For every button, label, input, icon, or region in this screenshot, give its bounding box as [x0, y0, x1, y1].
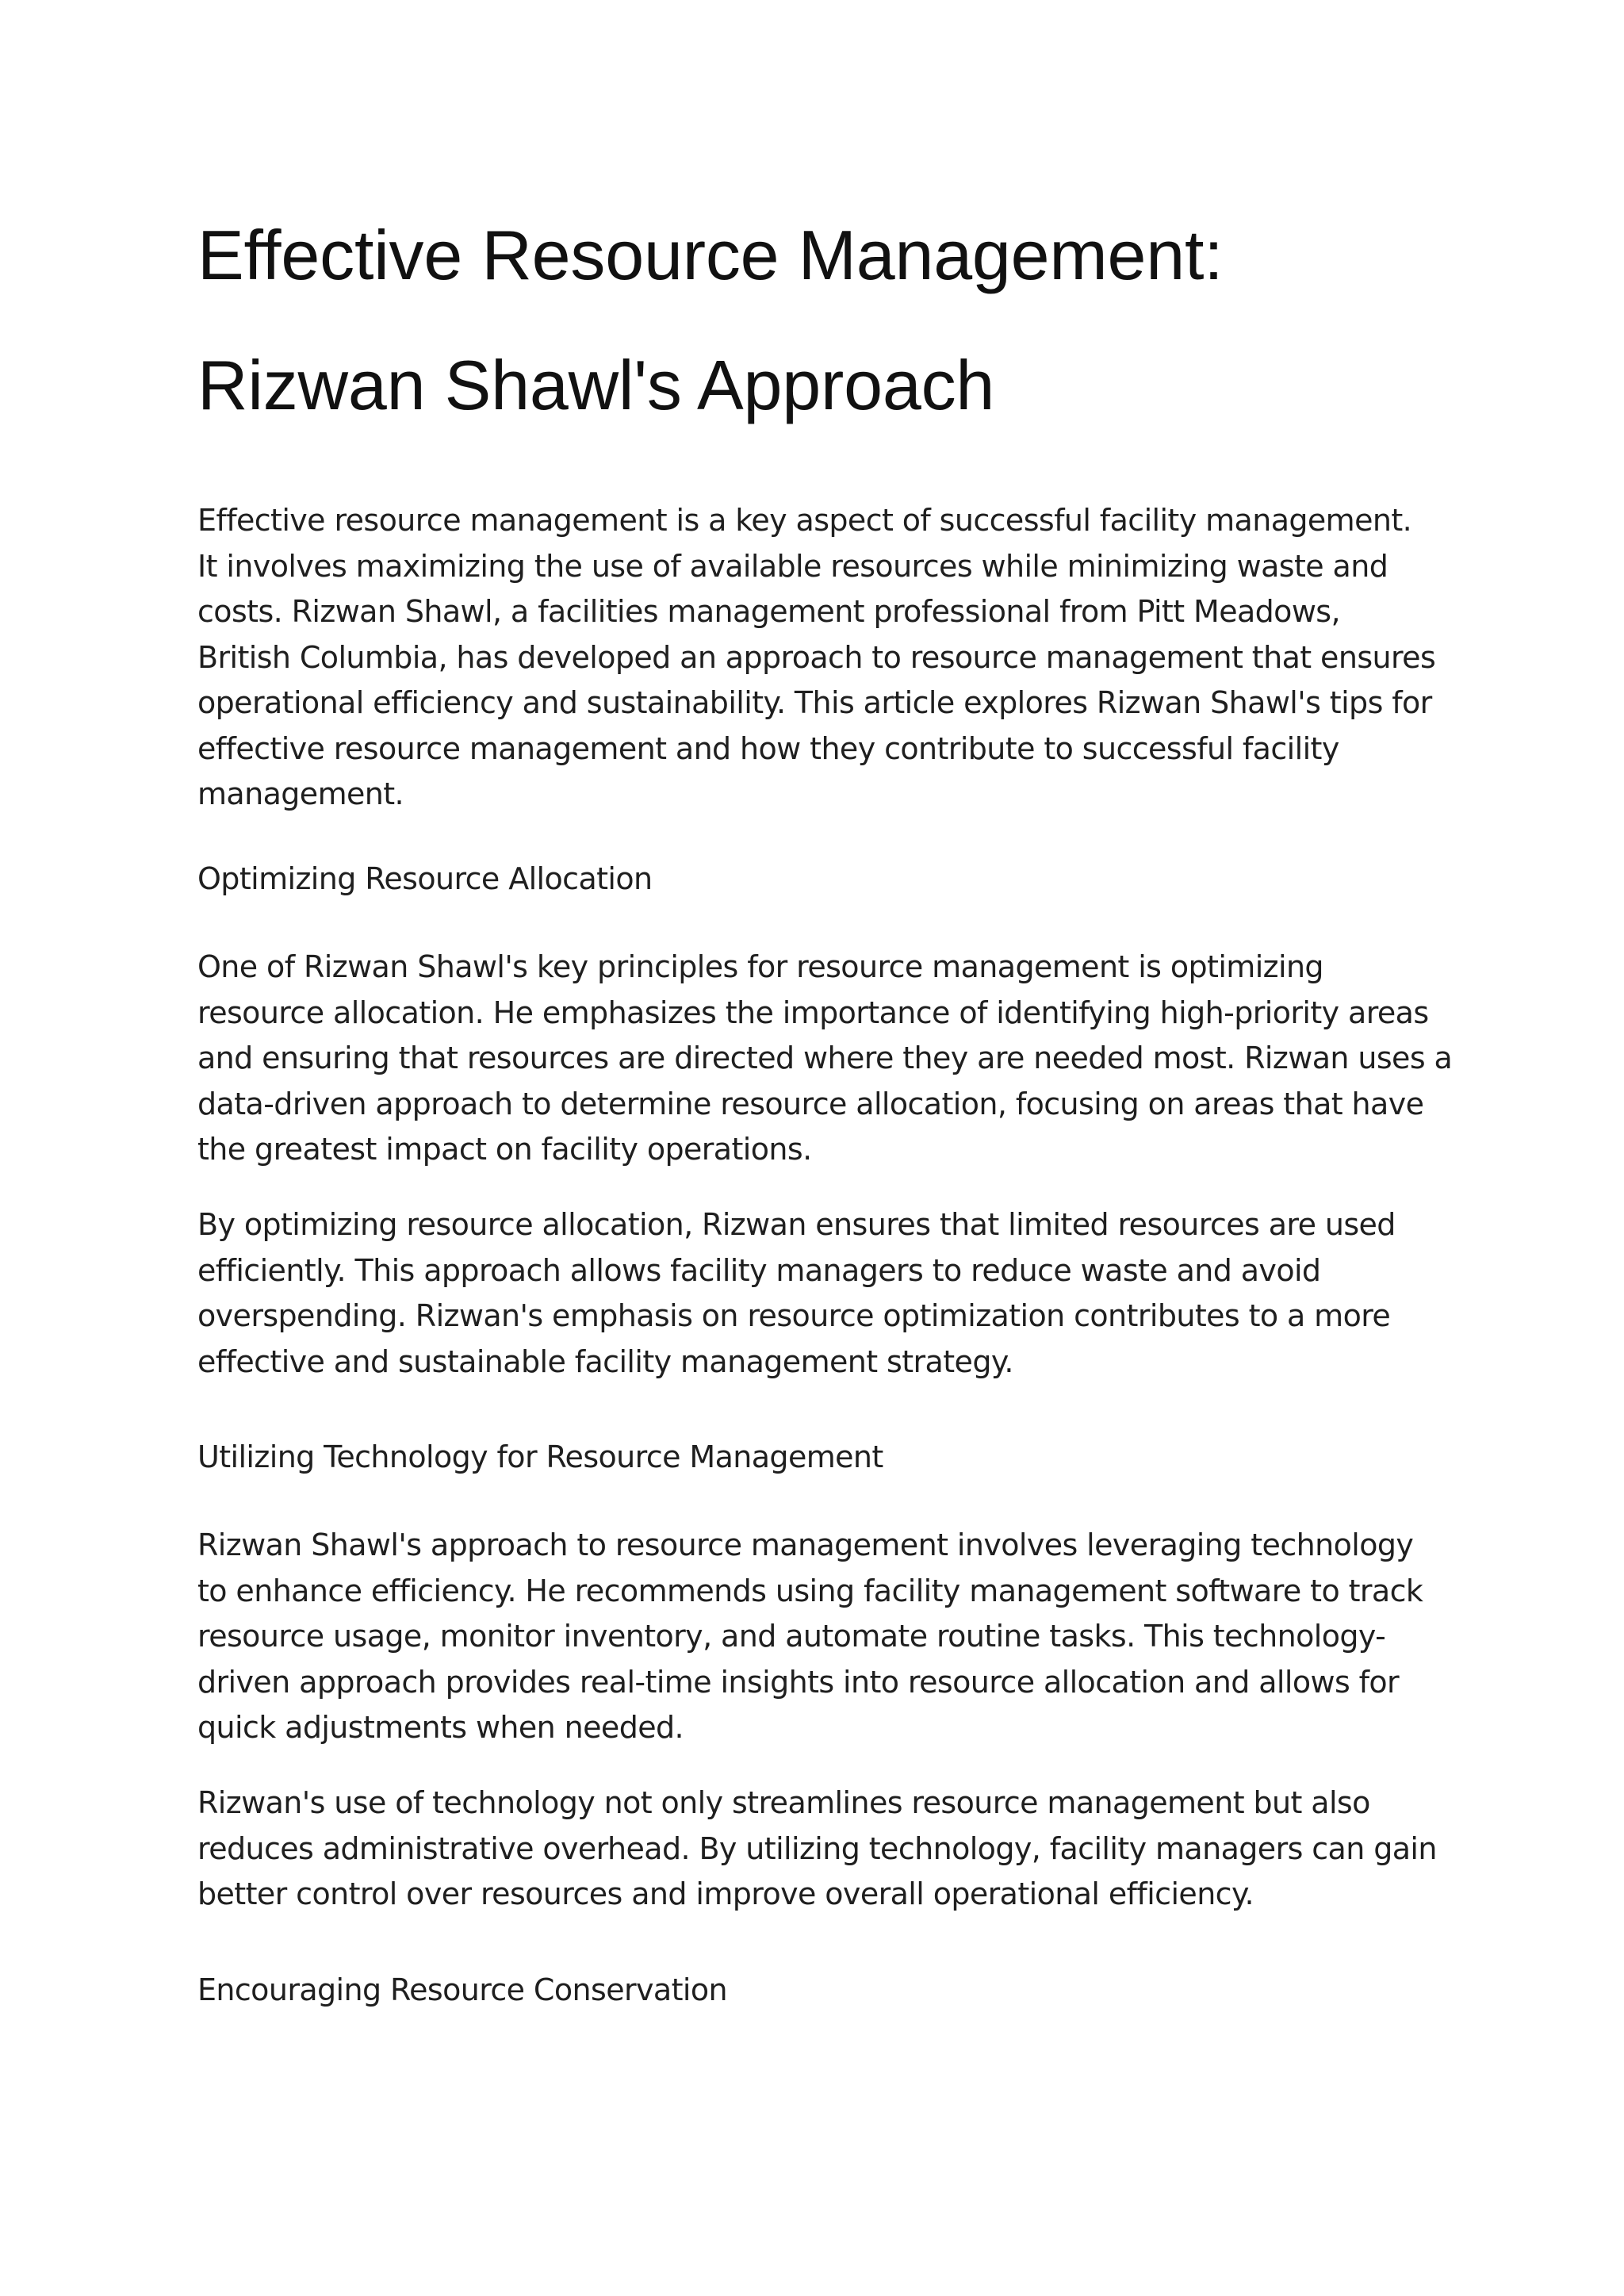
text-line: and ensuring that resources are directed where they are needed most. Rizwan uses a — [197, 1041, 1453, 1075]
title-line: Rizwan Shawl's Approach — [197, 346, 995, 424]
text-line: By optimizing resource allocation, Rizwan ensures that limited resources are used — [197, 1207, 1396, 1242]
text-line: overspending. Rizwan's emphasis on resource optimization contributes to a more — [197, 1298, 1391, 1333]
text-line: It involves maximizing the use of available resources while minimizing waste and — [197, 548, 1388, 584]
section-heading-technology — [197, 1435, 883, 1481]
text-line: effective and sustainable facility management strategy. — [197, 1343, 1013, 1379]
paragraph-resource-allocation-2 — [197, 1202, 1396, 1385]
intro-paragraph — [197, 498, 1435, 818]
text-line: resource usage, monitor inventory, and automate routine tasks. This technology- — [197, 1619, 1386, 1654]
text-line: data-driven approach to determine resource allocation, focusing on areas that have — [197, 1086, 1424, 1121]
document-title — [197, 190, 1458, 450]
text-line: One of Rizwan Shawl's key principles for resource management is optimizing — [197, 949, 1323, 984]
section-heading-conservation — [197, 1968, 727, 2014]
text-line: Rizwan's use of technology not only streamlines resource management but also — [197, 1785, 1370, 1820]
text-line: resource allocation. He emphasizes the importance of identifying high-priority areas — [197, 995, 1429, 1030]
section-heading-resource-allocation — [197, 857, 653, 903]
text-line: Encouraging Resource Conservation — [197, 1972, 727, 2007]
text-line: Rizwan Shawl's approach to resource management involves leveraging technology — [197, 1527, 1414, 1562]
text-line: quick adjustments when needed. — [197, 1710, 684, 1745]
text-line: Optimizing Resource Allocation — [197, 861, 653, 896]
text-line: reduces administrative overhead. By utilizing technology, facility managers can gain — [197, 1830, 1437, 1866]
title-line: Effective Resource Management: — [197, 216, 1224, 294]
text-line: the greatest impact on facility operations. — [197, 1132, 812, 1167]
text-line: British Columbia, has developed an approach to resource management that ensures — [197, 639, 1436, 675]
text-line: to enhance efficiency. He recommends using facility management software to track — [197, 1573, 1423, 1608]
text-line: Utilizing Technology for Resource Management — [197, 1439, 883, 1474]
paragraph-resource-allocation-1 — [197, 945, 1452, 1173]
text-line: management. — [197, 776, 404, 811]
text-line: costs. Rizwan Shawl, a facilities management professional from Pitt Meadows, — [197, 594, 1340, 629]
text-line: operational efficiency and sustainability. This article explores Rizwan Shawl's tips for — [197, 685, 1432, 720]
text-line: effective resource management and how they contribute to successful facility — [197, 730, 1339, 766]
text-line: efficiently. This approach allows facility managers to reduce waste and avoid — [197, 1252, 1321, 1288]
text-line: driven approach provides real-time insights into resource allocation and allows for — [197, 1664, 1400, 1700]
text-line: better control over resources and improve overall operational efficiency. — [197, 1876, 1254, 1911]
document-content — [197, 190, 1458, 2007]
paragraph-technology-1 — [197, 1523, 1423, 1751]
text-line: Effective resource management is a key aspect of successful facility management. — [197, 503, 1412, 538]
paragraph-technology-2 — [197, 1780, 1437, 1918]
